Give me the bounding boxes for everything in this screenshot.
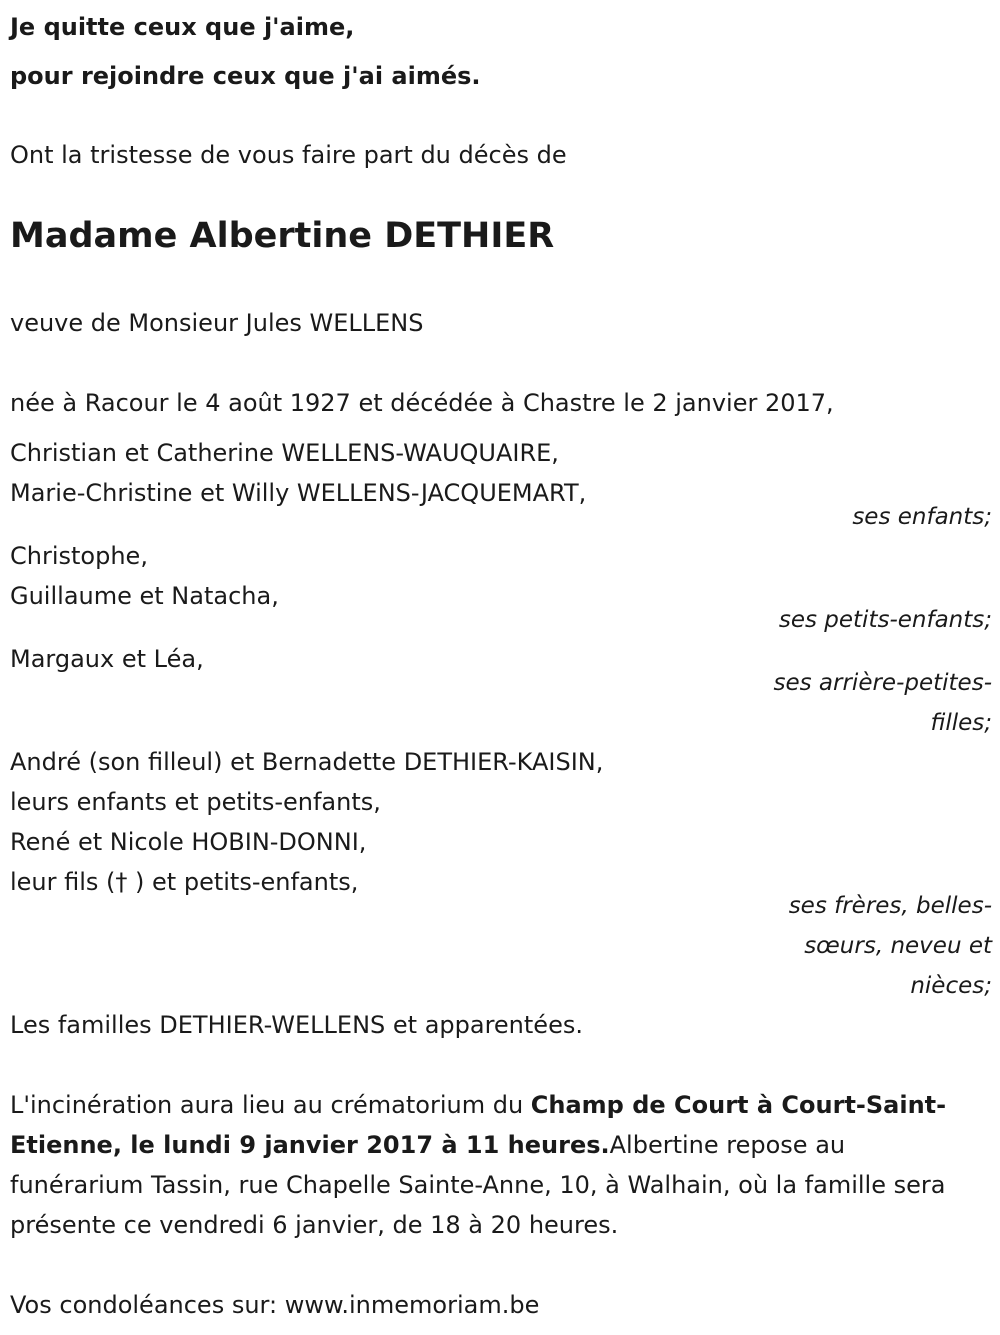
siblings-name-4: leur fils († ) et petits-enfants, [10, 868, 359, 896]
grandchildren-role: ses petits-enfants; [778, 607, 992, 633]
intro-text: Ont la tristesse de vous faire part du décès de [10, 141, 567, 169]
children-name-1: Christian et Catherine WELLENS-WAUQUAIRE, [10, 439, 559, 467]
siblings-role-2: sœurs, neveu et [804, 933, 992, 959]
widow-of: veuve de Monsieur Jules WELLENS [10, 309, 424, 337]
condolences-text: Vos condoléances sur: www.inmemoriam.be [10, 1291, 540, 1319]
great-granddaughters-role-2: filles; [930, 710, 992, 736]
great-granddaughters-role-1: ses arrière-petites- [773, 670, 992, 696]
cremation-text-1: L'incinération aura lieu au crématorium du [10, 1091, 531, 1119]
epigraph-line-1: Je quitte ceux que j'aime, [10, 13, 355, 41]
siblings-role-1: ses frères, belles- [788, 893, 992, 919]
grandchildren-name-1: Christophe, [10, 542, 148, 570]
siblings-name-2: leurs enfants et petits-enfants, [10, 788, 381, 816]
cremation-venue-date: Champ de Court à Court-Saint-Etienne, le lundi 9 janvier 2017 à 11 heures. [10, 1091, 947, 1159]
grandchildren-name-2: Guillaume et Natacha, [10, 582, 279, 610]
great-granddaughters-name: Margaux et Léa, [10, 645, 204, 673]
cremation-text-2: Albertine repose au funérarium Tassin, rue Chapelle Sainte-Anne, 10, à Walhain, où la famille sera présente ce vendredi 6 janvier, de 18 à 20 heures. [10, 1131, 946, 1239]
siblings-role-3: nièces; [910, 973, 992, 999]
deceased-name: Madame Albertine DETHIER [10, 216, 555, 256]
children-role: ses enfants; [852, 504, 992, 530]
children-name-2: Marie-Christine et Willy WELLENS-JACQUEMART, [10, 479, 587, 507]
epigraph-line-2: pour rejoindre ceux que j'ai aimés. [10, 62, 481, 90]
siblings-name-3: René et Nicole HOBIN-DONNI, [10, 828, 367, 856]
cremation-paragraph [10, 1085, 985, 1245]
birth-death: née à Racour le 4 août 1927 et décédée à Chastre le 2 janvier 2017, [10, 389, 834, 417]
siblings-name-1: André (son filleul) et Bernadette DETHIER-KAISIN, [10, 748, 604, 776]
families-text: Les familles DETHIER-WELLENS et apparentées. [10, 1011, 583, 1039]
